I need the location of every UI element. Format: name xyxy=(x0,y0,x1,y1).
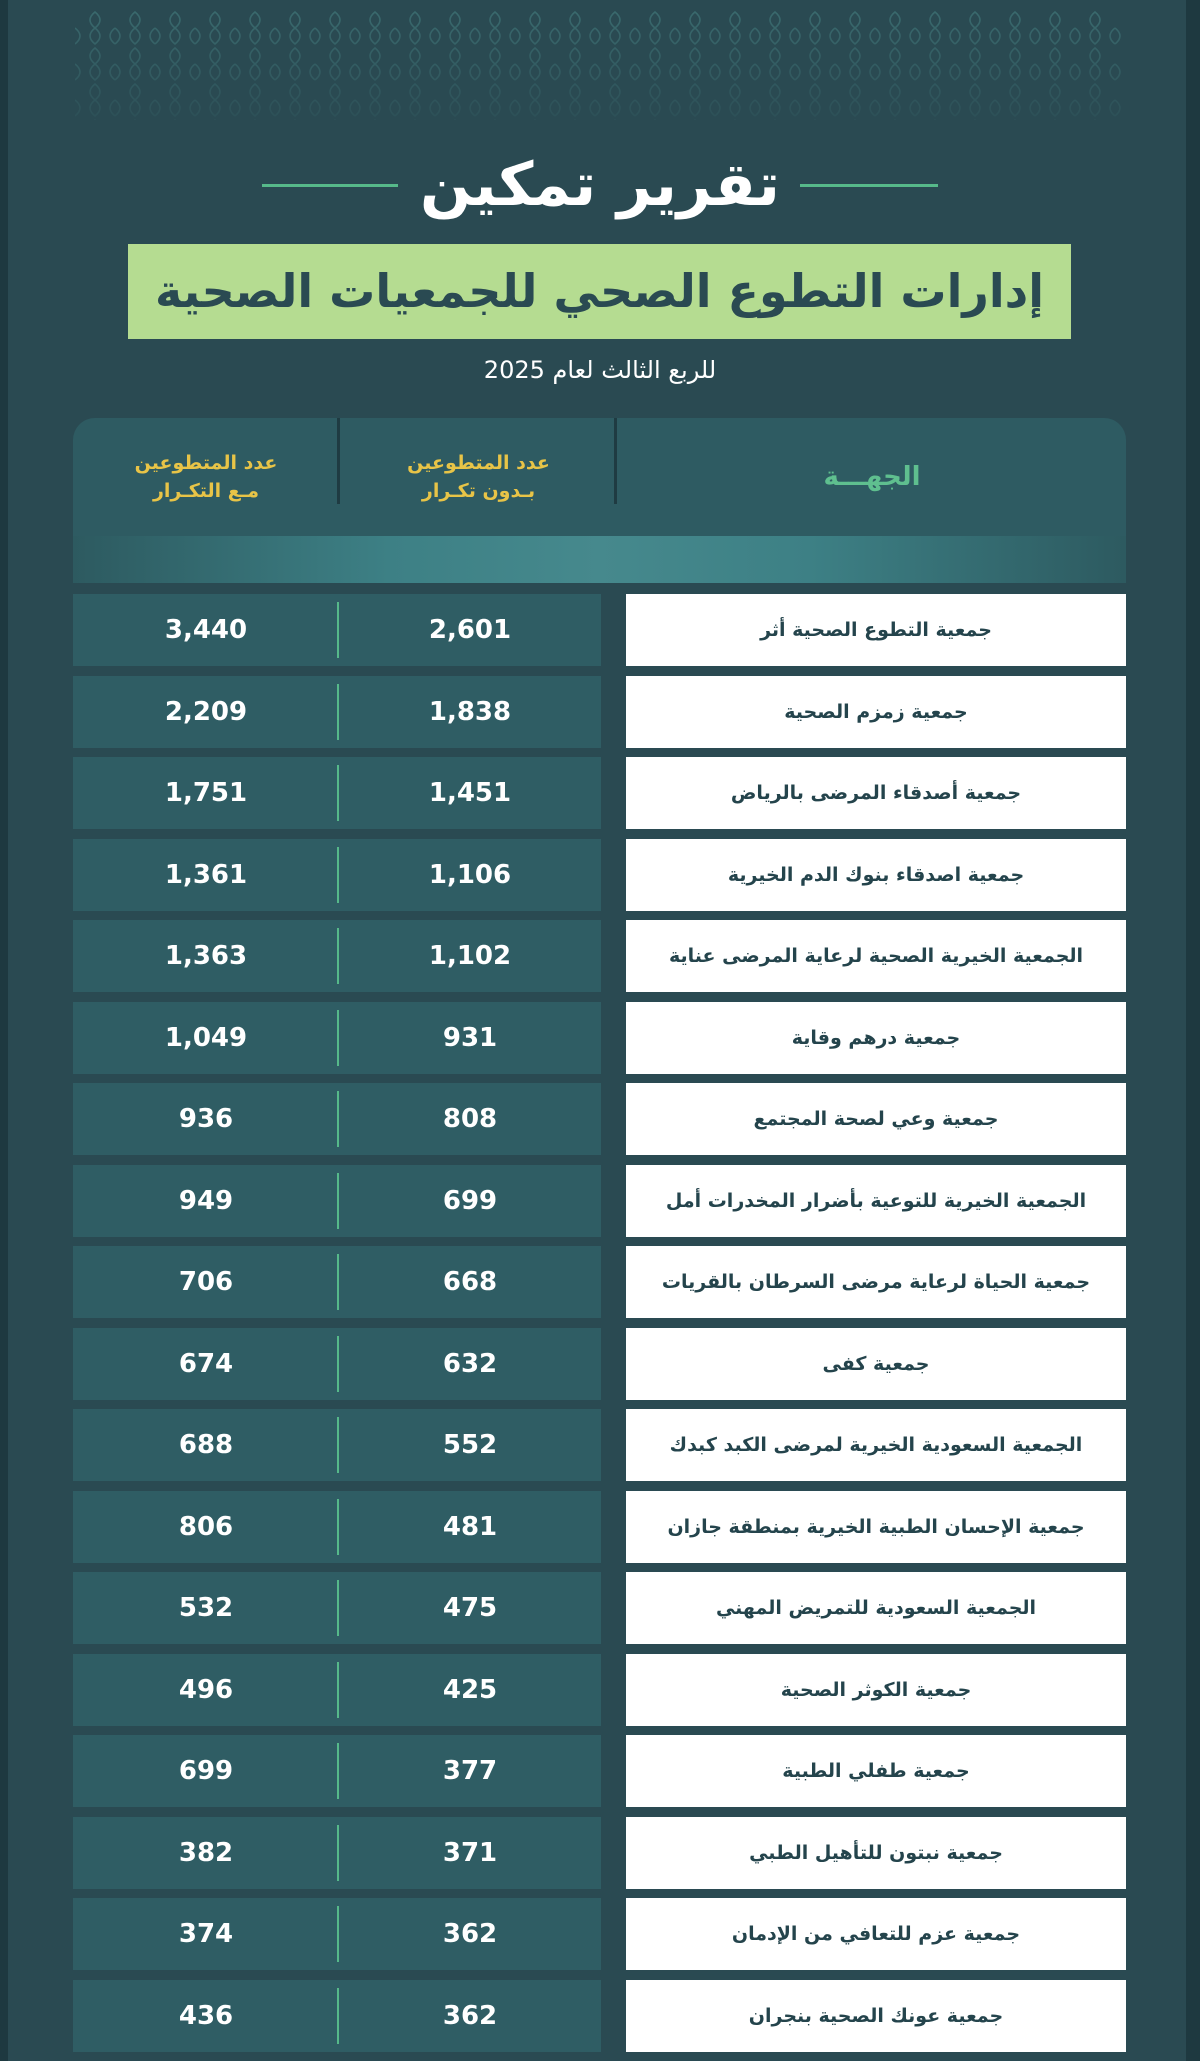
cell-without-duplicates: 362 xyxy=(339,1980,601,2052)
table-row xyxy=(73,1654,1126,1726)
cell-entity-name: جمعية أصدقاء المرضى بالرياض xyxy=(626,757,1126,829)
header-dup-line1: عدد المتطوعين xyxy=(134,452,278,474)
table-row xyxy=(73,1817,1126,1889)
table-row xyxy=(73,1980,1126,2052)
table-row xyxy=(73,676,1126,748)
frame-right xyxy=(1186,0,1200,2061)
header-with-duplicates xyxy=(73,418,339,536)
cell-entity-name: الجمعية السعودية للتمريض المهني xyxy=(626,1572,1126,1644)
cell-entity-name: جمعية الحياة لرعاية مرضى السرطان بالقريات xyxy=(626,1246,1126,1318)
cell-entity-name: الجمعية الخيرية الصحية لرعاية المرضى عناية xyxy=(626,920,1126,992)
table-row xyxy=(73,1328,1126,1400)
cell-with-duplicates: 699 xyxy=(73,1735,339,1807)
cell-without-duplicates: 377 xyxy=(339,1735,601,1807)
decorative-pattern xyxy=(75,10,1125,120)
table-row xyxy=(73,1898,1126,1970)
table-row xyxy=(73,1165,1126,1237)
cell-with-duplicates: 688 xyxy=(73,1409,339,1481)
cell-entity-name: جمعية نبتون للتأهيل الطبي xyxy=(626,1817,1126,1889)
table-row xyxy=(73,1409,1126,1481)
header-separator xyxy=(614,418,617,504)
table-row xyxy=(73,1002,1126,1074)
cell-entity-name: جمعية زمزم الصحية xyxy=(626,676,1126,748)
cell-with-duplicates: 382 xyxy=(73,1817,339,1889)
header-nodup-line1: عدد المتطوعين xyxy=(407,452,550,474)
cell-with-duplicates: 949 xyxy=(73,1165,339,1237)
cell-without-duplicates: 1,838 xyxy=(339,676,601,748)
cell-without-duplicates: 1,451 xyxy=(339,757,601,829)
cell-entity-name: جمعية طفلي الطبية xyxy=(626,1735,1126,1807)
cell-with-duplicates: 806 xyxy=(73,1491,339,1563)
cell-without-duplicates: 699 xyxy=(339,1165,601,1237)
cell-with-duplicates: 436 xyxy=(73,1980,339,2052)
table-header xyxy=(73,418,1126,583)
cell-without-duplicates: 808 xyxy=(339,1083,601,1155)
cell-entity-name: الجمعية الخيرية للتوعية بأضرار المخدرات أمل xyxy=(626,1165,1126,1237)
table-row xyxy=(73,594,1126,666)
cell-entity-name: جمعية الكوثر الصحية xyxy=(626,1654,1126,1726)
table-row xyxy=(73,839,1126,911)
subtitle-banner: إدارات التطوع الصحي للجمعيات الصحية xyxy=(128,244,1071,339)
cell-without-duplicates: 1,106 xyxy=(339,839,601,911)
title-row xyxy=(0,140,1200,230)
header-entity: الجهـــة xyxy=(823,462,921,492)
cell-with-duplicates: 496 xyxy=(73,1654,339,1726)
cell-without-duplicates: 2,601 xyxy=(339,594,601,666)
cell-entity-name: جمعية اصدقاء بنوك الدم الخيرية xyxy=(626,839,1126,911)
cell-without-duplicates: 475 xyxy=(339,1572,601,1644)
table-row xyxy=(73,1083,1126,1155)
cell-without-duplicates: 362 xyxy=(339,1898,601,1970)
cell-without-duplicates: 371 xyxy=(339,1817,601,1889)
cell-without-duplicates: 425 xyxy=(339,1654,601,1726)
cell-with-duplicates: 936 xyxy=(73,1083,339,1155)
header-glow-band xyxy=(73,536,1126,583)
header-dup-line2: مـع التكـرار xyxy=(152,480,260,502)
table-row xyxy=(73,1735,1126,1807)
page-title: تقرير تمكين xyxy=(420,150,780,220)
cell-with-duplicates: 1,361 xyxy=(73,839,339,911)
table-row xyxy=(73,1572,1126,1644)
cell-without-duplicates: 931 xyxy=(339,1002,601,1074)
table-row xyxy=(73,920,1126,992)
cell-with-duplicates: 374 xyxy=(73,1898,339,1970)
cell-entity-name: الجمعية السعودية الخيرية لمرضى الكبد كبدك xyxy=(626,1409,1126,1481)
header-without-duplicates xyxy=(339,418,618,536)
cell-entity-name: جمعية درهم وقاية xyxy=(626,1002,1126,1074)
frame-left xyxy=(0,0,8,2061)
cell-without-duplicates: 481 xyxy=(339,1491,601,1563)
header-nodup-line2: بـدون تكـرار xyxy=(421,480,536,502)
table-row xyxy=(73,757,1126,829)
cell-with-duplicates: 674 xyxy=(73,1328,339,1400)
cell-with-duplicates: 1,363 xyxy=(73,920,339,992)
title-line-right xyxy=(800,184,938,187)
report-period: للربع الثالث لعام 2025 xyxy=(483,356,717,384)
cell-with-duplicates: 1,049 xyxy=(73,1002,339,1074)
cell-with-duplicates: 3,440 xyxy=(73,594,339,666)
cell-with-duplicates: 532 xyxy=(73,1572,339,1644)
cell-with-duplicates: 706 xyxy=(73,1246,339,1318)
cell-entity-name: جمعية وعي لصحة المجتمع xyxy=(626,1083,1126,1155)
cell-without-duplicates: 668 xyxy=(339,1246,601,1318)
title-line-left xyxy=(262,184,398,187)
cell-without-duplicates: 1,102 xyxy=(339,920,601,992)
cell-without-duplicates: 552 xyxy=(339,1409,601,1481)
cell-with-duplicates: 2,209 xyxy=(73,676,339,748)
cell-entity-name: جمعية كفى xyxy=(626,1328,1126,1400)
cell-with-duplicates: 1,751 xyxy=(73,757,339,829)
table-row xyxy=(73,1491,1126,1563)
cell-entity-name: جمعية الإحسان الطبية الخيرية بمنطقة جازان xyxy=(626,1491,1126,1563)
cell-entity-name: جمعية عزم للتعافي من الإدمان xyxy=(626,1898,1126,1970)
table-row xyxy=(73,1246,1126,1318)
cell-entity-name: جمعية التطوع الصحية أثر xyxy=(626,594,1126,666)
cell-entity-name: جمعية عونك الصحية بنجران xyxy=(626,1980,1126,2052)
cell-without-duplicates: 632 xyxy=(339,1328,601,1400)
